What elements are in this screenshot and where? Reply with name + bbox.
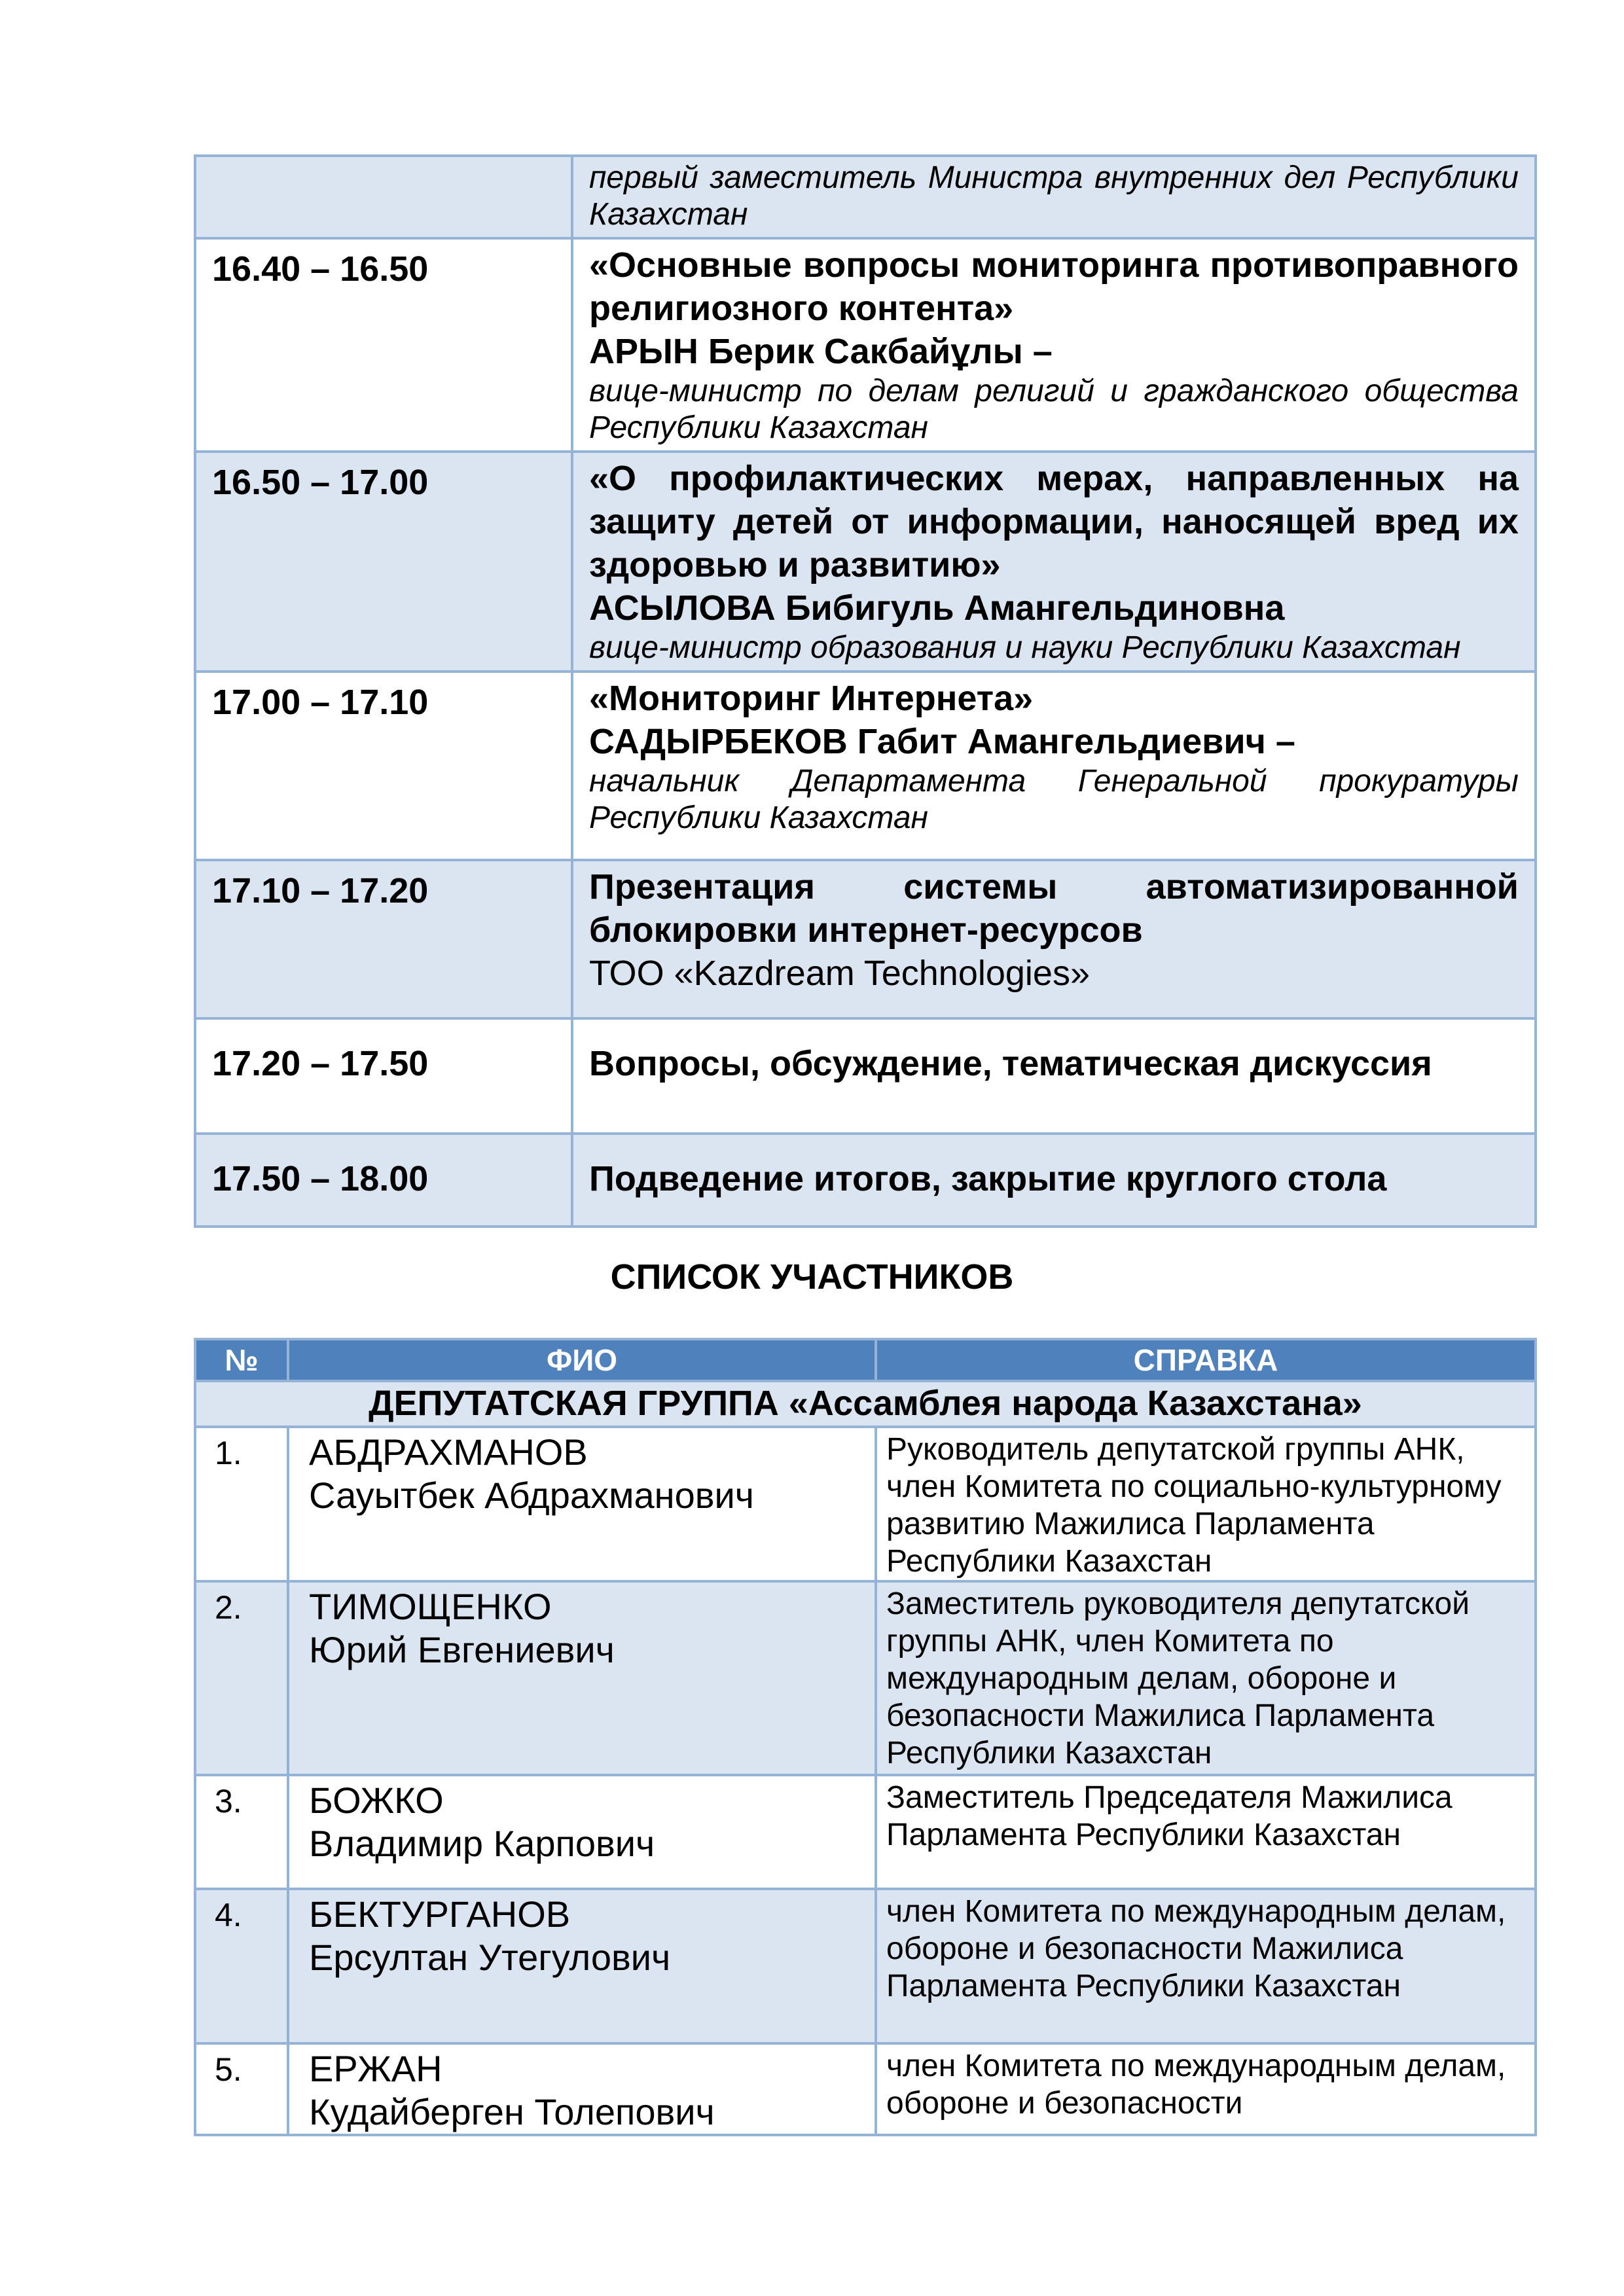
- participants-body: [195, 1381, 1536, 2135]
- participant-surname: БЕКТУРГАНОВ: [309, 1893, 571, 1935]
- program-row: [195, 1134, 1536, 1227]
- program-time: 17.20 – 17.50: [195, 1018, 572, 1134]
- program-title: Презентация системы автоматизированной блокировки интернет-ресурсов: [589, 867, 1519, 950]
- program-time: 16.50 – 17.00: [195, 452, 572, 672]
- participant-row: [195, 1581, 1536, 1775]
- program-row: [195, 452, 1536, 672]
- participant-number: 2.: [195, 1581, 288, 1775]
- participant-given-name: Владимир Карпович: [309, 1823, 655, 1864]
- participant-number: 3.: [195, 1775, 288, 1889]
- program-description: [572, 860, 1536, 1018]
- program-description: [572, 1018, 1536, 1134]
- participant-row: [195, 2043, 1536, 2135]
- participant-info: член Комитета по международным делам, обороне и безопасности Мажилиса Парламента Республики Казахстан: [876, 1889, 1536, 2043]
- participant-fio: [288, 1581, 876, 1775]
- program-title: «Мониторинг Интернета»: [589, 679, 1034, 718]
- participant-row: [195, 1775, 1536, 1889]
- program-description: [572, 672, 1536, 860]
- program-table: [194, 154, 1537, 1228]
- program-time: 16.40 – 16.50: [195, 238, 572, 452]
- program-time: 17.00 – 17.10: [195, 672, 572, 860]
- speaker-name: АСЫЛОВА Бибигуль Амангельдиновна: [589, 588, 1285, 628]
- participant-row: [195, 1427, 1536, 1581]
- participants-header: [195, 1339, 1536, 1381]
- header-info: СПРАВКА: [876, 1339, 1536, 1381]
- program-description: [572, 1134, 1536, 1227]
- participant-fio: [288, 1427, 876, 1581]
- organization: ТОО «Kazdream Technologies»: [589, 954, 1090, 993]
- participant-given-name: Юрий Евгениевич: [309, 1629, 615, 1670]
- program-row: [195, 672, 1536, 860]
- program-row: [195, 238, 1536, 452]
- program-time: [195, 156, 572, 238]
- participant-surname: ТИМОЩЕНКО: [309, 1586, 552, 1627]
- participant-surname: АБДРАХМАНОВ: [309, 1431, 588, 1473]
- participant-fio: [288, 1889, 876, 2043]
- speaker-role: вице-министр по делам религий и гражданского общества Республики Казахстан: [589, 374, 1519, 445]
- participant-number: 5.: [195, 2043, 288, 2135]
- program-description: [572, 238, 1536, 452]
- participant-given-name: Ерсултан Утегулович: [309, 1937, 671, 1978]
- participants-heading: СПИСОК УЧАСТНИКОВ: [610, 1257, 1014, 1297]
- header-num: №: [195, 1339, 288, 1381]
- speaker-role: вице-министр образования и науки Республики Казахстан: [589, 630, 1461, 665]
- speaker-name: САДЫРБЕКОВ Габит Амангельдиевич –: [589, 722, 1295, 761]
- program-description: [572, 452, 1536, 672]
- group-row: [195, 1381, 1536, 1427]
- program-title: «Основные вопросы мониторинга противоправного религиозного контента»: [589, 245, 1519, 328]
- program-row: [195, 860, 1536, 1018]
- participant-surname: ЕРЖАН: [309, 2048, 442, 2089]
- participant-info: Заместитель Председателя Мажилиса Парламента Республики Казахстан: [876, 1775, 1536, 1889]
- program-row: [195, 156, 1536, 238]
- speaker-name: АРЫН Берик Сакбайұлы –: [589, 332, 1053, 371]
- participant-number: 1.: [195, 1427, 288, 1581]
- program-title: Подведение итогов, закрытие круглого стола: [589, 1159, 1387, 1198]
- program-title: «О профилактических мерах, направленных на защиту детей от информации, наносящей вред их здоровью и развитию»: [589, 459, 1519, 584]
- speaker-role: начальник Департамента Генеральной прокуратуры Республики Казахстан: [589, 764, 1519, 835]
- program-description: [572, 156, 1536, 238]
- participant-given-name: Кудайберген Толепович: [309, 2091, 715, 2132]
- participant-info: член Комитета по международным делам, обороне и безопасности: [876, 2043, 1536, 2135]
- participants-table: [194, 1338, 1537, 2136]
- speaker-role: первый заместитель Министра внутренних дел Республики Казахстан: [589, 160, 1519, 232]
- participant-surname: БОЖКО: [309, 1780, 444, 1821]
- group-title: ДЕПУТАТСКАЯ ГРУППА «Ассамблея народа Казахстана»: [195, 1381, 1536, 1427]
- program-row: [195, 1018, 1536, 1134]
- program-time: 17.10 – 17.20: [195, 860, 572, 1018]
- participant-given-name: Сауытбек Абдрахманович: [309, 1475, 754, 1516]
- participant-number: 4.: [195, 1889, 288, 2043]
- header-fio: ФИО: [288, 1339, 876, 1381]
- participant-info: Руководитель депутатской группы АНК, член Комитета по социально-культурному развитию Мажилиса Парламента Республики Казахстан: [876, 1427, 1536, 1581]
- participant-fio: [288, 1775, 876, 1889]
- program-body: [195, 156, 1536, 1227]
- program-time: 17.50 – 18.00: [195, 1134, 572, 1227]
- participant-fio: [288, 2043, 876, 2135]
- program-title: Вопросы, обсуждение, тематическая дискуссия: [589, 1044, 1432, 1083]
- participant-info: Заместитель руководителя депутатской группы АНК, член Комитета по международным делам, обороне и безопасности Мажилиса Парламента Республики Казахстан: [876, 1581, 1536, 1775]
- participant-row: [195, 1889, 1536, 2043]
